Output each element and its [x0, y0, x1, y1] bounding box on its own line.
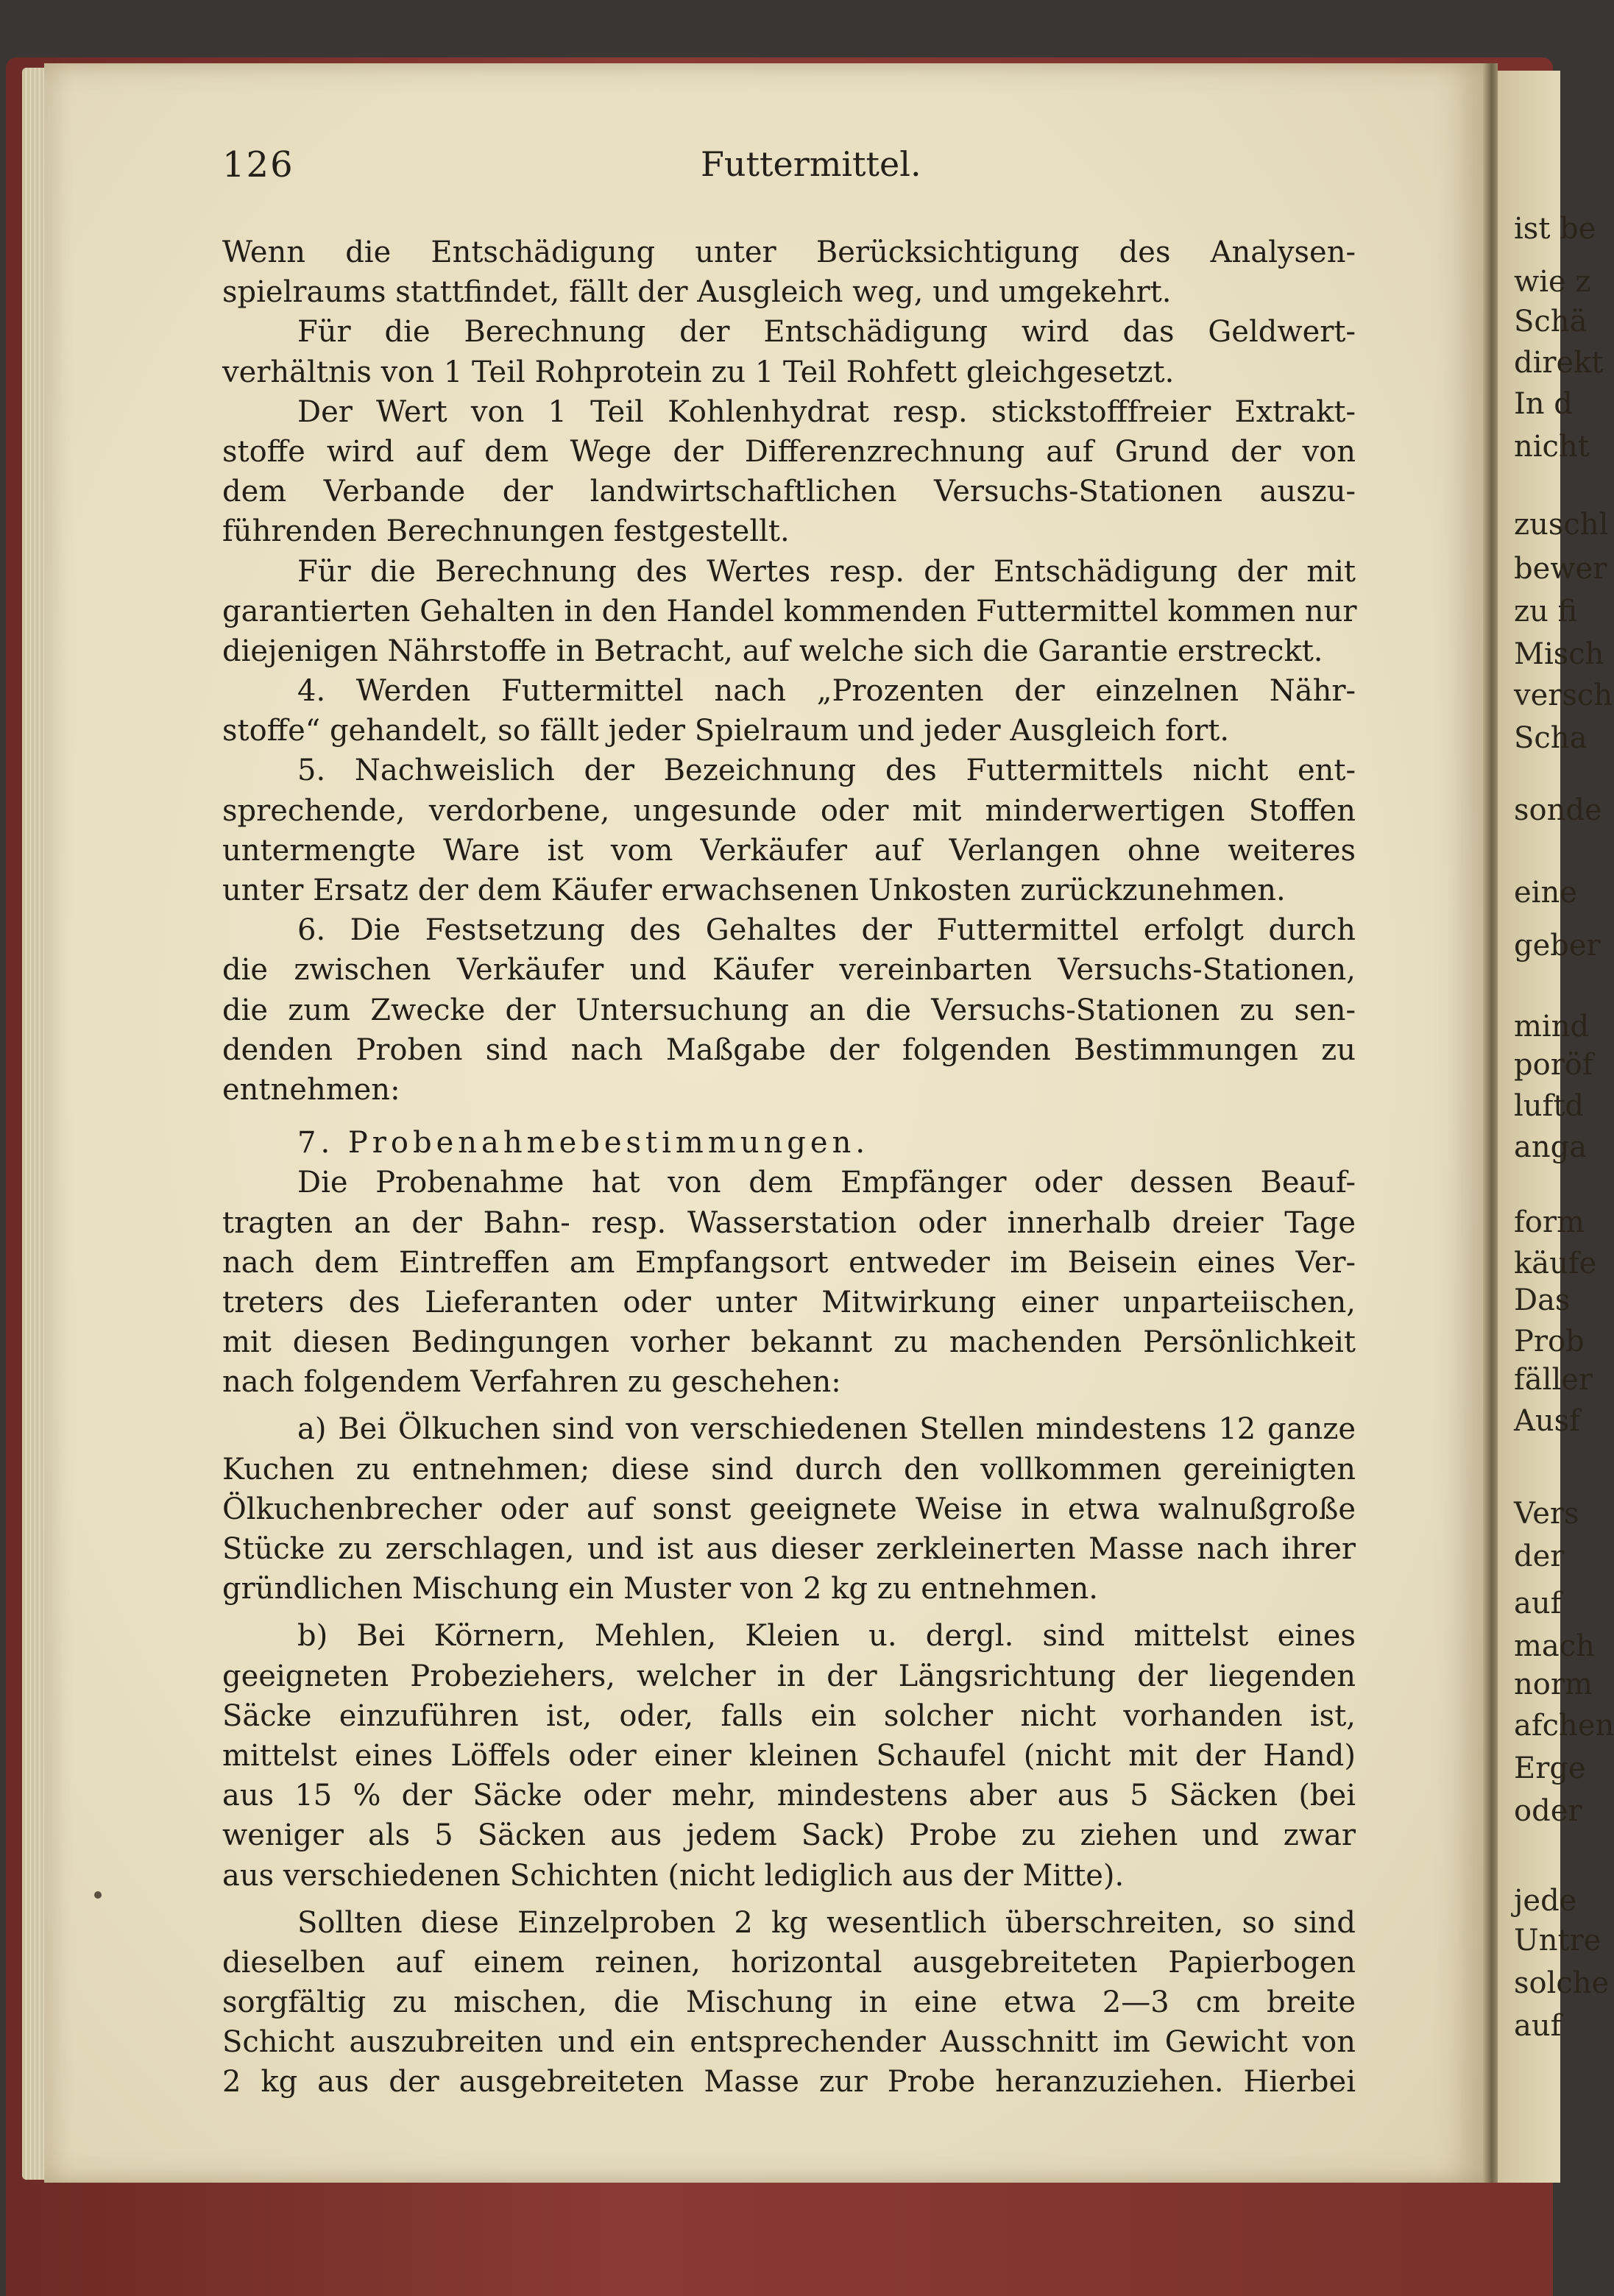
- facing-page-fragment: nicht: [1514, 430, 1590, 464]
- text-line: 2 kg aus der ausgebreiteten Masse zur Probe heranzuziehen. Hierbei: [222, 2065, 1356, 2100]
- text-line: Sollten diese Einzelproben 2 kg wesentlich überschreiten, so sind: [297, 1905, 1356, 1940]
- text-line: nach folgendem Verfahren zu geschehen:: [222, 1365, 841, 1400]
- text-line: weniger als 5 Säcken aus jedem Sack) Probe zu ziehen und zwar: [222, 1818, 1356, 1853]
- text-line: a) Bei Ölkuchen sind von verschiedenen Stellen mindestens 12 ganze: [297, 1412, 1356, 1447]
- facing-page-fragment: form: [1514, 1205, 1585, 1239]
- facing-page-fragment: direkt: [1514, 346, 1604, 380]
- text-line: stoffe wird auf dem Wege der Differenzrechnung auf Grund der von: [222, 434, 1356, 469]
- facing-page-fragment: eine: [1514, 876, 1577, 910]
- page-header: [0, 144, 1560, 188]
- text-line: die zum Zwecke der Untersuchung an die Versuchs-Stationen zu sen-: [222, 993, 1356, 1027]
- text-line: diejenigen Nährstoffe in Betracht, auf welche sich die Garantie erstreckt.: [222, 634, 1323, 668]
- page-text: [222, 233, 1356, 2102]
- facing-page-fragment: sonde: [1514, 793, 1602, 827]
- text-line: denden Proben sind nach Maßgabe der folgenden Bestimmungen zu: [222, 1032, 1356, 1067]
- text-line: Für die Berechnung des Wertes resp. der Entschädigung der mit: [297, 554, 1356, 589]
- text-line: stoffe“ gehandelt, so fällt jeder Spielraum und jeder Ausgleich fort.: [222, 714, 1230, 748]
- facing-page-fragment: solche: [1514, 1966, 1610, 2000]
- text-line: mittelst eines Löffels oder einer kleinen Schaufel (nicht mit der Hand): [222, 1738, 1356, 1773]
- facing-page-fragment: Prob: [1514, 1325, 1585, 1358]
- facing-page-fragment: Untre: [1514, 1924, 1601, 1957]
- text-line: Die Probenahme hat von dem Empfänger oder dessen Beauf-: [297, 1166, 1356, 1200]
- facing-page-fragment: Ausf: [1514, 1404, 1580, 1438]
- text-line: Stücke zu zerschlagen, und ist aus dieser zerkleinerten Masse nach ihrer: [222, 1532, 1356, 1566]
- text-line: verhältnis von 1 Teil Rohprotein zu 1 Teil Rohfett gleichgesetzt.: [222, 355, 1175, 389]
- facing-page-fragment: anga: [1514, 1130, 1588, 1164]
- facing-page-fragment: luftd: [1514, 1089, 1585, 1123]
- facing-page-fragment: Misch: [1514, 637, 1604, 671]
- text-line: tragten an der Bahn- resp. Wasserstation oder innerhalb dreier Tage: [222, 1205, 1356, 1240]
- text-line: Der Wert von 1 Teil Kohlenhydrat resp. stickstofffreier Extrakt-: [297, 394, 1356, 429]
- facing-page-fragment: Erge: [1514, 1751, 1586, 1785]
- next-page-edge: [1498, 71, 1614, 2183]
- text-line: entnehmen:: [222, 1072, 400, 1107]
- section-heading: 7. Probenahmebestimmungen.: [297, 1126, 870, 1161]
- facing-page-fragment: bewer: [1514, 552, 1607, 586]
- facing-page-fragment: versch: [1514, 678, 1613, 712]
- page-number: 126: [222, 144, 294, 185]
- text-line: Ölkuchenbrecher oder auf sonst geeignete Weise in etwa walnußgroße: [222, 1492, 1356, 1526]
- facing-page-fragment: mach: [1514, 1629, 1595, 1663]
- facing-page-fragment: Vers: [1514, 1497, 1579, 1531]
- facing-page-fragment: käufe: [1514, 1247, 1597, 1280]
- text-line: die zwischen Verkäufer und Käufer vereinbarten Versuchs-Stationen,: [222, 953, 1356, 988]
- text-line: aus verschiedenen Schichten (nicht lediglich aus der Mitte).: [222, 1858, 1125, 1893]
- text-line: 6. Die Festsetzung des Gehaltes der Futtermittel erfolgt durch: [297, 913, 1356, 948]
- text-line: sprechende, verdorbene, ungesunde oder mit minderwertigen Stoffen: [222, 793, 1356, 828]
- facing-page-fragment: poröf: [1514, 1048, 1593, 1082]
- facing-page-fragment: fäller: [1514, 1363, 1593, 1397]
- text-line: nach dem Eintreffen am Empfangsort entweder im Beisein eines Ver-: [222, 1245, 1356, 1280]
- margin-mark: [94, 1891, 102, 1899]
- text-line: aus 15 % der Säcke oder mehr, mindestens aber aus 5 Säcken (bei: [222, 1779, 1356, 1813]
- facing-page-fragment: oder: [1514, 1794, 1582, 1828]
- text-line: sorgfältig zu mischen, die Mischung in eine etwa 2—3 cm breite: [222, 1985, 1356, 2020]
- text-line: führenden Berechnungen festgestellt.: [222, 514, 790, 549]
- text-line: spielraums stattfindet, fällt der Ausgleich weg, und umgekehrt.: [222, 275, 1172, 310]
- facing-page-fragment: norm: [1514, 1668, 1593, 1701]
- text-line: unter Ersatz der dem Käufer erwachsenen Unkosten zurückzunehmen.: [222, 874, 1286, 907]
- facing-page-fragment: zuschl: [1514, 508, 1609, 542]
- facing-page-fragment: jede: [1514, 1884, 1577, 1918]
- text-line: Für die Berechnung der Entschädigung wird das Geldwert-: [297, 315, 1356, 350]
- text-line: dieselben auf einem reinen, horizontal ausgebreiteten Papierbogen: [222, 1945, 1356, 1980]
- facing-page-fragment: afchen: [1514, 1709, 1614, 1743]
- facing-page-fragment: zu fi: [1514, 595, 1578, 628]
- facing-page-fragment: der: [1514, 1539, 1565, 1573]
- facing-page-fragment: auf: [1514, 2009, 1562, 2043]
- text-line: Schicht auszubreiten und ein entsprechender Ausschnitt im Gewicht von: [222, 2025, 1356, 2060]
- text-line: dem Verbande der landwirtschaftlichen Versuchs-Stationen auszu-: [222, 475, 1356, 509]
- text-line: gründlichen Mischung ein Muster von 2 kg zu entnehmen.: [222, 1572, 1099, 1606]
- text-line: b) Bei Körnern, Mehlen, Kleien u. dergl. sind mittelst eines: [297, 1619, 1356, 1654]
- book-gutter: [1483, 63, 1498, 2183]
- facing-page-fragment: mind: [1514, 1010, 1590, 1044]
- text-line: untermengte Ware ist vom Verkäufer auf Verlangen ohne weiteres: [222, 833, 1356, 868]
- text-line: garantierten Gehalten in den Handel kommenden Futtermittel kommen nur: [222, 594, 1357, 628]
- text-line: Kuchen zu entnehmen; diese sind durch den vollkommen gereinigten: [222, 1452, 1356, 1487]
- text-line: geeigneten Probeziehers, welcher in der Längsrichtung der liegenden: [222, 1659, 1356, 1693]
- facing-page-fragment: Scha: [1514, 721, 1588, 755]
- facing-page-fragment: wie z: [1514, 265, 1591, 299]
- running-head: Futtermittel.: [701, 144, 921, 184]
- text-line: 4. Werden Futtermittel nach „Prozenten der einzelnen Nähr-: [297, 674, 1356, 709]
- facing-page-fragment: auf: [1514, 1587, 1562, 1620]
- text-line: 5. Nachweislich der Bezeichnung des Futtermittels nicht ent-: [297, 754, 1356, 788]
- facing-page-fragment: Das: [1514, 1283, 1571, 1317]
- text-line: Wenn die Entschädigung unter Berücksichtigung des Analysen-: [222, 235, 1356, 269]
- facing-page-fragment: In d: [1514, 387, 1573, 421]
- text-line: mit diesen Bedingungen vorher bekannt zu machenden Persönlichkeit: [222, 1325, 1356, 1360]
- facing-page-fragment: geber: [1514, 929, 1601, 963]
- facing-page-fragment: ist be: [1514, 212, 1596, 246]
- facing-page-fragment: Schä: [1514, 305, 1588, 339]
- text-line: treters des Lieferanten oder unter Mitwirkung einer unparteiischen,: [222, 1285, 1356, 1319]
- text-line: Säcke einzuführen ist, oder, falls ein solcher nicht vorhanden ist,: [222, 1698, 1356, 1733]
